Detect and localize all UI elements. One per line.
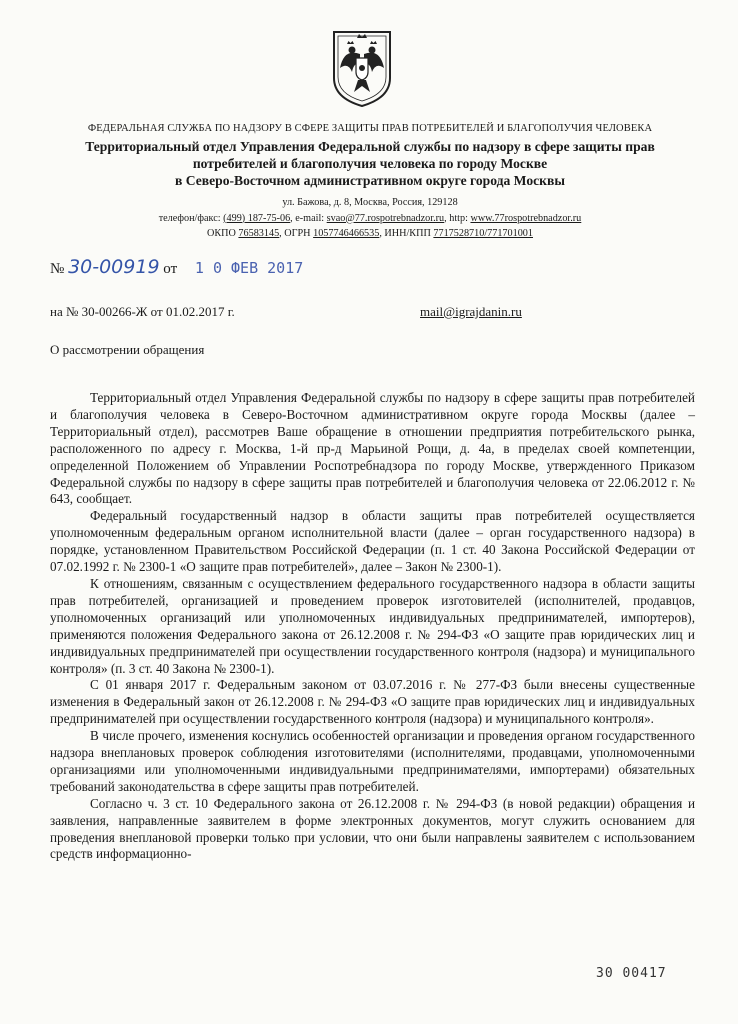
- body-paragraph: Территориальный отдел Управления Федеральной службы по надзору в сфере защиты прав потребителей и благополучия человека в Северо-Восточном административном округе города Москвы (далее – Территориальный отдел), рассмотрев Ваше обращение в отношении предприятия потребительского рынка, расположенного по адресу г. Москва, 1-й пр-д Марьиной Рощи, д. 4а, в пределах своей компетенции, определенной Положением об Управлении Роспотребнадзора по городу Москве, утвержденного Приказом Федеральной службы по надзору в сфере защиты прав потребителей и благополучия человека от 22.06.2012 г. № 643, сообщает.: [50, 390, 695, 507]
- registry-line: [30, 226, 710, 242]
- department-line: потребителей и благополучия человека по городу Москве: [192, 156, 548, 171]
- ogrn-value: 1057746466535: [313, 228, 380, 239]
- http-label: , http:: [444, 212, 471, 224]
- inn-value: 7717528710/771701001: [433, 228, 533, 239]
- letter-subject: О рассмотрении обращения: [50, 342, 205, 357]
- outgoing-number: [50, 256, 303, 278]
- date-stamp: 1 0 ФЕВ 2017: [194, 259, 304, 277]
- okpo-value: 76583145: [238, 228, 280, 239]
- office-email-link[interactable]: svao@77.rospotrebnadzor.ru: [326, 212, 445, 224]
- department-line: в Северо-Восточном административном округе города Москвы: [175, 173, 565, 188]
- number-label: №: [50, 261, 65, 277]
- body-paragraph: С 01 января 2017 г. Федеральным законом от 03.07.2016 г. № 277-ФЗ были внесены существенные изменения в Федеральный закон от 26.12.2008 г. № 294-ФЗ «О защите прав юридических лиц и индивидуальных предпринимателей при осуществлении государственного контроля (надзора) и муниципального контроля».: [50, 677, 695, 727]
- body-paragraph: К отношениям, связанным с осуществлением федерального государственного надзора в области защиты прав потребителей, организацией и проведением проверок изготовителей (исполнителей, продавцов, уполномоченных организаций или уполномоченных индивидуальных предпринимателей, импортеров), применяются положения Федерального закона от 26.12.2008 г. № 294-ФЗ «О защите прав юридических лиц и индивидуальных предпринимателей при осуществлении государственного контроля (надзора) и муниципального контроля» (п. 3 ст. 40 Закона № 2300-1).: [50, 575, 695, 676]
- okpo-label: ОКПО: [207, 228, 239, 239]
- reply-reference: на № 30-00266-Ж от 01.02.2017 г.: [50, 304, 235, 319]
- department-line: Территориальный отдел Управления Федеральной службы по надзору в сфере защиты прав: [85, 139, 655, 154]
- body-paragraph: Федеральный государственный надзор в области защиты прав потребителей осуществляется уполномоченным федеральным органом исполнительной власти (далее – орган государственного надзора) в порядке, установленном Правительством Российской Федерации (п. 1 ст. 40 Закона Российской Федерации от 07.02.1992 г. № 2300-1 «О защите прав потребителей», далее – Закон № 2300-1).: [50, 508, 695, 575]
- body-paragraph: В числе прочего, изменения коснулись особенностей организации и проведения органом государственного надзора внеплановых проверок соблюдения изготовителями (исполнителями, продавцами, уполномоченными организациями или уполномоченными индивидуальными предпринимателями, импортерами) обязательных требований законодательства в сфере защиты прав потребителей.: [50, 728, 695, 794]
- department-name: [30, 138, 710, 189]
- handwritten-number: 30-00919: [68, 256, 160, 278]
- inn-label: , ИНН/КПП: [379, 228, 434, 239]
- body-paragraph: Согласно ч. 3 ст. 10 Федерального закона от 26.12.2008 г. № 294-ФЗ (в новой редакции) обращения и заявления, направленные заявителем в форме электронных документов, могут служить основанием для проведения внеплановой проверки только при условии, что они были направлены заявителем с использованием средств информационно-: [50, 795, 695, 862]
- from-label: от: [163, 261, 178, 277]
- contact-line: [30, 211, 710, 227]
- recipient-email[interactable]: mail@igrajdanin.ru: [420, 304, 522, 319]
- agency-name: ФЕДЕРАЛЬНАЯ СЛУЖБА ПО НАДЗОРУ В СФЕРЕ ЗАЩИТЫ ПРАВ ПОТРЕБИТЕЛЕЙ И БЛАГОПОЛУЧИЯ ЧЕЛОВЕКА: [87, 123, 653, 134]
- address: ул. Бажова, д. 8, Москва, Россия, 129128: [282, 197, 458, 208]
- phone-number: (499) 187-75-06: [223, 212, 291, 224]
- contact-block: [30, 195, 710, 242]
- letter-body: [50, 390, 695, 863]
- website-link[interactable]: www.77rospotrebnadzor.ru: [470, 212, 582, 224]
- page-code: 30 00417: [596, 966, 667, 981]
- email-label: , e-mail:: [290, 212, 327, 224]
- phone-label: телефон/факс:: [158, 212, 224, 224]
- russian-coat-of-arms-icon: [330, 28, 394, 108]
- ogrn-label: , ОГРН: [279, 228, 314, 239]
